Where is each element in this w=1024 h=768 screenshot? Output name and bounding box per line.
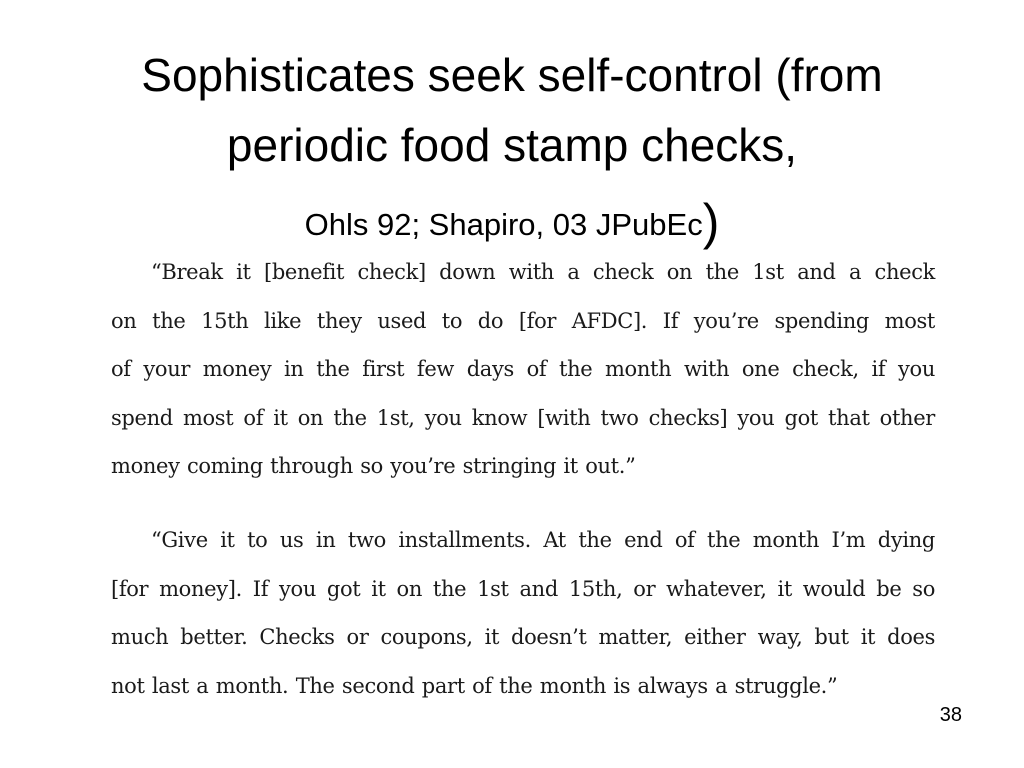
quote-block-2 bbox=[111, 516, 935, 710]
slide-title-line-2: periodic food stamp checks, bbox=[226, 119, 798, 171]
citation-text: Ohls 92; Shapiro, 03 JPubEc bbox=[304, 207, 703, 242]
quote-2-line-4: not last a month. The second part of the month is always a struggle.” bbox=[111, 673, 838, 698]
slide-number: 38 bbox=[939, 704, 962, 726]
quote-2-line-1: “Give it to us in two installments. At the end of the month I’m dying bbox=[151, 528, 935, 552]
slide-subtitle bbox=[0, 192, 1024, 255]
slide-title bbox=[0, 40, 1024, 180]
closing-parenthesis: ) bbox=[702, 194, 720, 250]
quote-2-line-2: [for money]. If you got it on the 1st and 15th, or whatever, it would be so bbox=[111, 576, 935, 601]
quote-block-1 bbox=[111, 248, 935, 491]
slide-title-line-1: Sophisticates seek self-control (from bbox=[141, 49, 883, 101]
quote-1-line-2: on the 15th like they used to do [for AFDC]. If you’re spending most bbox=[111, 308, 935, 333]
quote-1-line-1: “Break it [benefit check] down with a check on the 1st and a check bbox=[151, 260, 935, 284]
quote-1-line-5: money coming through so you’re stringing it out.” bbox=[111, 454, 636, 479]
quote-1-line-3: of your money in the first few days of the month with one check, if you bbox=[111, 357, 935, 382]
quote-1-line-4: spend most of it on the 1st, you know [with two checks] you got that other bbox=[111, 405, 935, 430]
quote-2-line-3: much better. Checks or coupons, it doesn’t matter, either way, but it does bbox=[111, 625, 935, 650]
